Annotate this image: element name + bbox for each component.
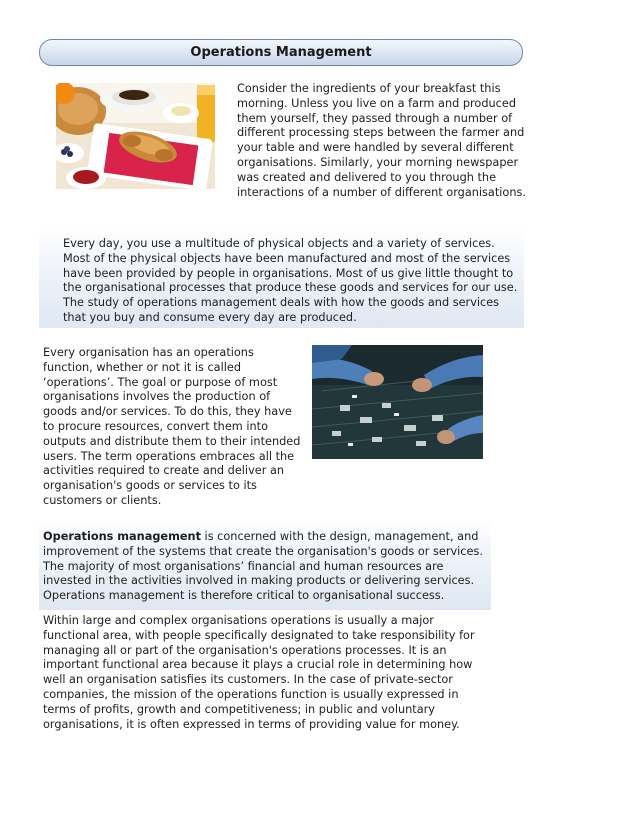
breakfast-photo <box>56 83 215 189</box>
everyday-objects-paragraph: Every day, you use a multitude of physical objects and a variety of services. Most of the physical objects have been manufactured and most of the services have been provided by people in organisations. Most of us give little thought to the organisational processes that produce these goods and services for our use. The study of operations management deals with how the goods and services that you buy and consume every day are produced. <box>63 237 518 324</box>
operations-management-definition <box>43 530 491 604</box>
functional-area-paragraph: Within large and complex organisations operations is usually a major functional area, with people specifically designated to take responsibility for managing all or part of the organisation's operations processes. It is an important functional area because it plays a crucial role in determining how well an organisation satisfies its customers. In the case of private-sector companies, the mission of the operations function is usually expressed in terms of profits, growth and competitiveness; in public and voluntary organisations, it is often expressed in terms of providing value for money. <box>43 614 475 731</box>
intro-paragraph: Consider the ingredients of your breakfast this morning. Unless you live on a farm and produced them yourself, they passed through a number of different processing steps between the farmer and your table and were handled by several different organisations. Similarly, your morning newspaper was created and delivered to you through the interactions of a number of different organisations. <box>237 82 526 199</box>
key-term: Operations management <box>43 530 201 543</box>
operations-function-paragraph: Every organisation has an operations function, whether or not it is called ‘operations’. The goal or purpose of most organisations involves the production of goods and/or services. To do this, they have to procure resources, convert them into outputs and distribute them to their intended users. The term operations embraces all the activities required to create and deliver an organisation's goods or services to its customers or clients. <box>43 346 301 507</box>
definition-text: is concerned with the design, management, and improvement of the systems that create the organisation's goods or services. The majority of most organisations’ financial and human resources are invested in the activities involved in making products or delivering services. Operations management is therefore critical to organisational success. <box>43 530 483 603</box>
page-title: Operations Management <box>39 39 523 66</box>
circuit-board-assembly-photo <box>312 345 483 459</box>
